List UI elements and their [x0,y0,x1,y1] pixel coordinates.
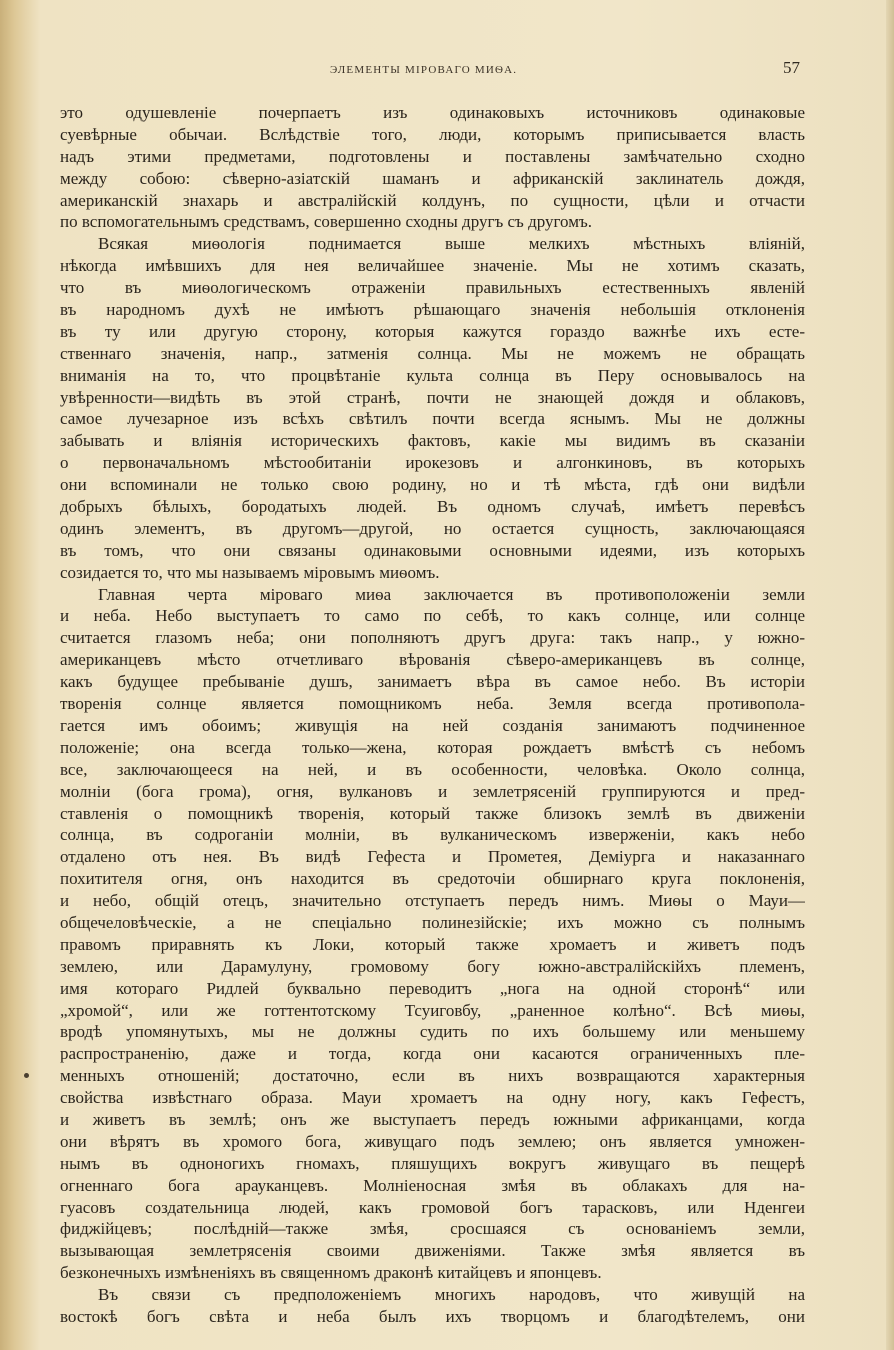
text-line: Всякая миѳологія поднимается выше мелкихъ мѣстныхъ вліяній, [98,234,805,254]
text-line: все, заключающееся на ней, и въ особенности, человѣка. Около солнца, [60,759,805,779]
text-line: они вспоминали не только свою родину, но и тѣ мѣста, гдѣ они видѣли [60,475,805,495]
text-line: какъ будущее пребываніе душъ, занимаетъ вѣра въ самое небо. Въ исторіи [60,672,805,692]
text-line: нымъ въ одноногихъ гномахъ, пляшущихъ вокругъ живущаго въ пещерѣ [60,1153,805,1173]
text-line: считается глазомъ неба; они пополняютъ другъ друга: такъ напр., у южно- [60,628,805,648]
body-text [60,102,805,1328]
text-line: отдалено отъ нея. Въ видѣ Гефеста и Прометея, Деміурга и наказаннаго [60,847,805,867]
text-line: фиджійцевъ; послѣдній—также змѣя, сросшаяся съ основаніемъ земли, [60,1219,805,1239]
text-line: огненнаго бога арауканцевъ. Молніеносная змѣя въ облакахъ для на- [60,1175,805,1195]
text-line: и живетъ въ землѣ; онъ же выступаетъ передъ южными африканцами, когда [60,1109,805,1129]
running-title: ЭЛЕМЕНТЫ МІРОВАГО МИѲА. [330,64,518,76]
text-line: увѣренности—видѣть въ этой странѣ, почти не знающей дождя и облаковъ, [60,387,805,407]
text-line: по вспомогательнымъ средствамъ, совершенно сходны другъ съ другомъ. [60,212,593,232]
text-line: имя котораго Ридлей буквально переводитъ „нога на одной сторонѣ“ или [60,978,805,998]
text-line: забывать и вліянія историческихъ фактовъ, какіе мы видимъ въ сказаніи [60,431,805,451]
text-line: гуасовъ создательница людей, какъ громовой богъ тарасковъ, или Нденгеи [60,1197,805,1217]
text-line: свойства извѣстнаго образа. Мауи хромаетъ на одну ногу, какъ Гефестъ, [60,1088,805,1108]
text-line: въ ту или другую сторону, которыя кажутся гораздо важнѣе ихъ есте- [60,321,805,341]
text-line: гается имъ обоимъ; живущія на ней созданія занимаютъ подчиненное [60,715,805,735]
text-line: о первоначальномъ мѣстообитаніи ирокезовъ и алгонкиновъ, въ которыхъ [60,453,805,473]
text-line: добрыхъ бѣлыхъ, бородатыхъ людей. Въ одномъ случаѣ, имѣетъ перевѣсъ [60,497,805,517]
text-line: нѣкогда имѣвшихъ для нея величайшее значеніе. Мы не хотимъ сказать, [60,256,805,276]
text-line: Главная черта міроваго миѳа заключается въ противоположеніи земли [98,584,805,604]
text-line: и неба. Небо выступаетъ то само по себѣ, то какъ солнце, или солнце [60,606,805,626]
text-line: солнца, въ содроганіи молніи, въ вулканическомъ изверженіи, какъ небо [60,825,805,845]
margin-mark [24,1073,29,1078]
text-line: созидается то, что мы называемъ міровымъ миѳомъ. [60,562,440,582]
text-line: „хромой“, или же готтентотскому Тсуиговбу, „раненное колѣно“. Всѣ миѳы, [60,1000,805,1020]
text-line: и небо, общій отецъ, значительно отступаетъ передъ нимъ. Миѳы о Мауи— [60,891,805,911]
text-line: суевѣрные обычаи. Вслѣдствіе того, люди, которымъ приписывается власть [60,124,805,144]
page-edge [886,0,894,1350]
text-line: безконечныхъ измѣненіяхъ въ священномъ драконѣ китайцевъ и японцевъ. [60,1263,602,1283]
text-line: ственнаго значенія, напр., затменія солнца. Мы не можемъ не обращать [60,343,805,363]
text-line: что въ миѳологическомъ отраженіи правильныхъ естественныхъ явленій [60,278,805,298]
text-line: надъ этими предметами, подготовлены и поставлены замѣчательно сходно [60,146,805,166]
text-line: вродѣ упомянутыхъ, мы не должны судить по ихъ большему или меньшему [60,1022,805,1042]
text-line: американцевъ мѣсто отчетливаго вѣрованія сѣверо-американцевъ въ солнце, [60,650,805,670]
text-line: Въ связи съ предположеніемъ многихъ народовъ, что живущій на [98,1285,805,1305]
text-line: распространенію, даже и тогда, когда они касаются ограниченныхъ пле- [60,1044,805,1064]
text-line: правомъ приравнять къ Локи, который также хромаетъ и живетъ подъ [60,934,805,954]
text-line: между собою: сѣверно-азіатскій шаманъ и африканскій заклинатель дождя, [60,168,805,188]
text-line: похитителя огня, онъ находится въ средоточіи обширнаго круга поклоненія, [60,869,805,889]
text-line: общечеловѣческіе, а не спеціально полинезійскіе; ихъ можно съ полнымъ [60,912,805,932]
text-line: вниманія на то, что процвѣтаніе культа солнца въ Перу основывалось на [60,365,805,385]
text-line: американскій знахарь и австралійскій колдунъ, по сущности, цѣли и отчасти [60,190,805,210]
running-head [0,58,860,84]
text-line: это одушевленіе почерпаетъ изъ одинаковыхъ источниковъ одинаковые [60,103,805,122]
text-line: одинъ элементъ, въ другомъ—другой, но остается сущность, заключающаяся [60,518,805,538]
text-line: востокѣ богъ свѣта и неба былъ ихъ творцомъ и благодѣтелемъ, они [60,1306,805,1326]
text-line: менныхъ отношеній; достаточно, если въ нихъ возвращаются характерныя [60,1066,805,1086]
text-line: въ народномъ духѣ не имѣютъ рѣшающаго значенія небольшія отклоненія [60,300,805,320]
page-number: 57 [783,58,800,77]
text-line: молніи (бога грома), огня, вулкановъ и землетрясеній группируются и пред- [60,781,805,801]
text-line: ставленія о помощникѣ творенія, который также близокъ землѣ въ движеніи [60,803,805,823]
text-line: они вѣрятъ въ хромого бога, живущаго подъ землею; онъ является умножен- [60,1131,805,1151]
text-line: положеніе; она всегда только—жена, которая рождаетъ вмѣстѣ съ небомъ [60,737,805,757]
text-line: вызывающая землетрясенія своими движеніями. Также змѣя является въ [60,1241,805,1261]
text-line: самое лучезарное изъ всѣхъ свѣтилъ почти всегда яснымъ. Мы не должны [60,409,805,429]
text-line: творенія солнце является помощникомъ неба. Земля всегда противопола- [60,694,805,714]
text-line: въ томъ, что они связаны одинаковыми основными идеями, изъ которыхъ [60,540,805,560]
text-line: землею, или Дарамулуну, громовому богу южно-австралійскійхъ племенъ, [60,956,805,976]
